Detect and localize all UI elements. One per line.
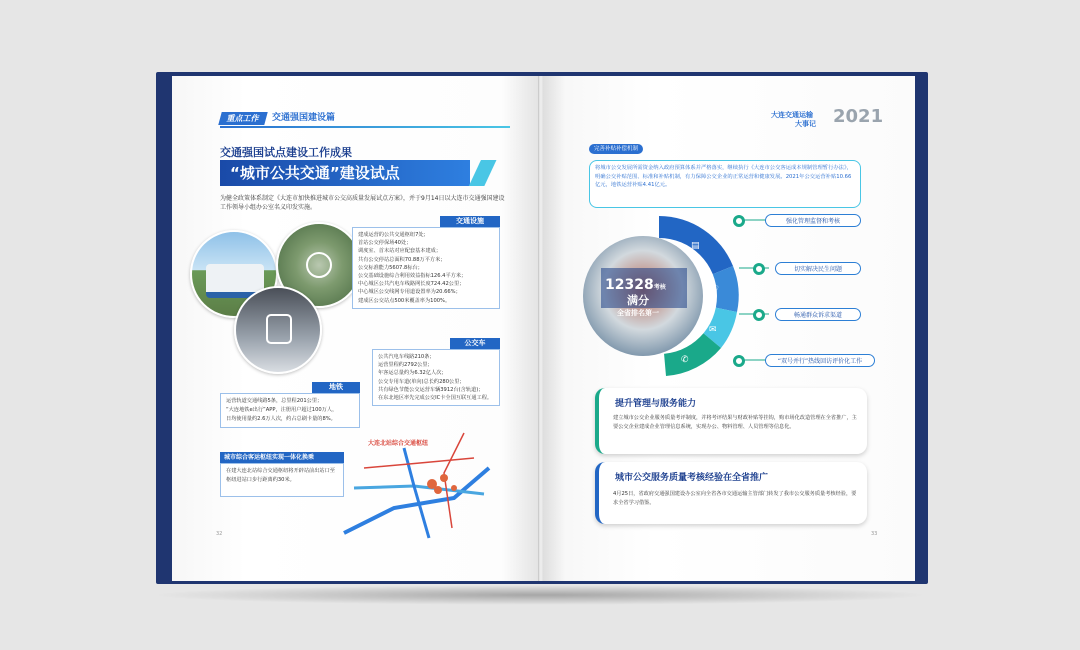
facility-line: 调度室、首末站对应配套基本建成； (358, 248, 442, 255)
facility-line: 共有公交停站总面积70.88万平方米； (358, 256, 446, 263)
interchange-icon (306, 252, 332, 278)
banner-decoration (462, 160, 512, 186)
wheel-label-channels: 畅通群众诉求渠道 (775, 308, 861, 321)
facility-line: 公交基础设施综合利用效益指标126.4平方米； (358, 273, 467, 280)
facility-line: 中心城区公共汽电车线路网长度724.42公里； (358, 281, 465, 288)
header-tag: 重点工作 (218, 112, 267, 125)
subsidy-heading: 完善补贴补偿机制 (589, 144, 643, 154)
page-title: 交通强国试点建设工作成果 (220, 146, 352, 159)
bus-heading: 公交车 (450, 338, 500, 349)
card-management (595, 388, 867, 454)
hub-box: 在建大连北站综合交通枢纽将开辟站前出站口至枢纽进站口步行距离约30米。 (220, 463, 344, 497)
card-promotion-text: 4月25日，省政府交通强国建设办公室向全省各市交通运输主管部门转发了我市公交服务质量考核经验，要求全省学习借鉴。 (613, 491, 857, 506)
metro-line: 运营轨道交通线路5条，总里程201公里； (226, 398, 323, 404)
page-number-left: 32 (216, 531, 223, 537)
facility-line: 公交标准能力5607.8标台； (358, 264, 423, 271)
wheel-node (733, 215, 745, 227)
subsidy-box: 将城市公交发展所需资金纳入政府预算体系并严格落实，继续执行《大连市公交客运成本规制管理暂行办法》，明确公交补贴范围、标准和补贴机制，有力保障公交企业的正常运营和健康发展。2021年公交运营补贴10.66亿元，地铁运营补贴4.41亿元。 (589, 160, 861, 208)
brand-title: 大连交通运输 (771, 111, 813, 119)
card-promotion (595, 462, 867, 524)
bus-line: 公交专用车道(单向)总长约280公里； (378, 378, 465, 385)
facilities-box (352, 227, 500, 309)
banner-title: “城市公共交通”建设试点 (220, 160, 470, 186)
wheel-number-row (605, 274, 666, 293)
svg-text:▤: ▤ (691, 241, 700, 251)
header-divider (220, 126, 510, 128)
facility-line: 建成区公交站点500米覆盖率为100%。 (358, 297, 451, 304)
bus-line: 在东北地区率先完成公交IC卡全国互联互通工程。 (378, 395, 493, 402)
metro-photo (234, 286, 322, 374)
facilities-heading: 交通设施 (440, 216, 500, 227)
wheel-node (733, 355, 745, 367)
facility-line: 中心城区公交线网专用道设置率为20.66%； (358, 289, 461, 296)
book-shadow (150, 585, 930, 605)
bus-line: 共有绿色节能公交运营车辆3912台(含轨道)； (378, 386, 484, 393)
bus-section (372, 338, 500, 406)
facility-line: 建成运营的公共交通枢纽7处； (358, 232, 429, 238)
wheel-line3: 全省排名第一 (617, 309, 659, 317)
bus-line: 运营里程约2792公里； (378, 362, 433, 369)
header-subtitle: 交通强国建设篇 (272, 113, 336, 123)
left-page (172, 76, 539, 581)
metro-line: “大连地铁e出行”APP，注册用户超过100万人， (226, 407, 338, 413)
hub-heading: 城市综合客运枢纽实现一体化换乘 (220, 452, 344, 463)
intro-text: 为健全政策体系制定《大连市加快推进城市公交高质量发展试点方案》，并于9月14日以大连市交通强国建设工作领导小组办公室名义印发实施。 (220, 195, 505, 211)
brand-subtitle: 大事记 (795, 120, 816, 128)
card-promotion-title: 城市公交服务质量考核经验在全省推广 (615, 473, 769, 483)
hub-section (220, 452, 344, 497)
wheel-label-supervision: 强化管理监督和考核 (765, 214, 861, 227)
bus-line: 公共汽电车线路210条； (378, 354, 435, 360)
service-wheel (571, 208, 747, 384)
metro-line: 日均使用量约2.6万人次，约占总刷卡量的8%。 (226, 416, 336, 422)
brand-year: 2021 (833, 106, 884, 127)
card-management-text: 建立城市公交企业服务质量考评制度，并将考评结果与财政补贴等挂钩，购市场化改造管理在全省推广，主要公交企业建成企业管理信息系统，实现办公、物料管理、人员管理等信息化。 (613, 415, 857, 430)
svg-text:♡: ♡ (711, 285, 720, 295)
bus-line: 年客运总量约为6.32亿人次； (378, 370, 447, 377)
wheel-node (753, 263, 765, 275)
card-management-title: 提升管理与服务能力 (615, 399, 697, 409)
svg-text:✉: ✉ (709, 325, 717, 335)
page-number-right: 33 (871, 531, 878, 537)
wheel-label-hotline: “双号并行”热线回访评价化工作 (765, 354, 875, 367)
svg-text:✆: ✆ (681, 355, 689, 365)
facility-line: 首站公交停保场40处； (358, 240, 412, 247)
bus-box (372, 349, 500, 406)
metro-icon (266, 314, 292, 344)
wheel-line2: 满分 (627, 294, 649, 307)
metro-box (220, 393, 360, 428)
wheel-node (753, 309, 765, 321)
right-page (543, 76, 915, 581)
facilities-section (352, 216, 500, 309)
map-label: 大连北站综合交通枢纽 (368, 440, 429, 447)
wheel-number: 12328 (605, 277, 654, 293)
metro-section (220, 382, 360, 428)
wheel-label-livelihood: 切实解决民生问题 (775, 262, 861, 275)
metro-heading: 地铁 (312, 382, 360, 393)
wheel-connectors (739, 214, 859, 364)
wheel-number-suffix: 考核 (653, 284, 666, 291)
